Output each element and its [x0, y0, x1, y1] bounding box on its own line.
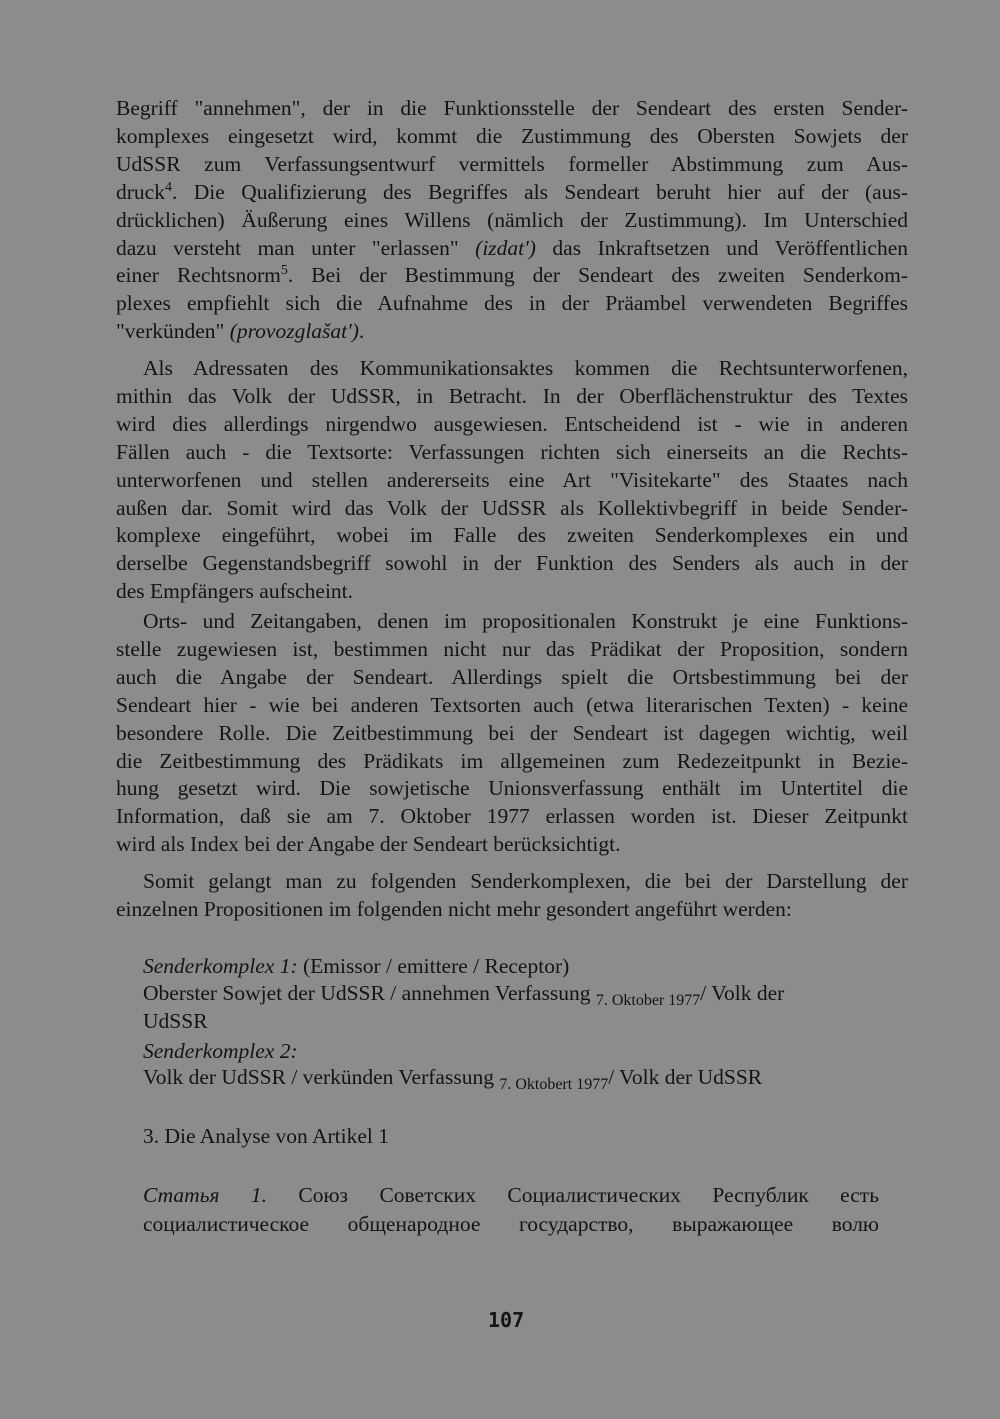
text-line: [143, 1181, 879, 1210]
text-fragment: . Bei der Bestimmung der Sendeart des zweiten Senderkom-: [287, 263, 908, 288]
text-line: des Empfängers aufscheint.: [116, 579, 354, 604]
footnote-marker: 5: [280, 263, 288, 279]
formula-text: Volk der UdSSR / verkünden Verfassung: [143, 1065, 500, 1089]
date-index: 7. Oktobert 1977: [499, 1076, 609, 1093]
text-line: hung gesetzt wird. Die sowjetische Unionsverfassung enthält im Untertitel die: [116, 776, 908, 801]
senderkomplex-1-formula-cont: UdSSR: [143, 1009, 208, 1033]
text-line: [116, 235, 908, 263]
text-line: Begriff "annehmen", der in die Funktionsstelle der Sendeart des ersten Sender-: [116, 96, 908, 120]
section-heading: 3. Die Analyse von Artikel 1: [143, 1124, 390, 1148]
article-text: [143, 1181, 879, 1239]
text-fragment: Союз Советских Социалистических Республик есть: [267, 1183, 879, 1207]
text-line: [116, 318, 908, 346]
text-line: [116, 179, 908, 207]
senderkomplex-2-heading: [143, 1038, 913, 1065]
formula-text: Oberster Sowjet der UdSSR / annehmen Verfassung: [143, 981, 596, 1005]
text-line: drücklichen) Äußerung eines Willens (nämlich der Zustimmung). Im Unterschied: [116, 207, 908, 232]
text-fragment: einer Rechtsnorm: [116, 263, 281, 288]
senderkomplex-roles: (Emissor / emittere / Receptor): [303, 954, 570, 978]
text-line: Sendeart hier - wie bei anderen Textsorten auch (etwa literarischen Texten) - keine: [116, 692, 908, 717]
paragraph-3: [116, 608, 908, 859]
transliteration: (provozglašat'): [229, 319, 359, 344]
text-line: [116, 262, 908, 290]
text-fragment: "verkünden": [116, 319, 230, 344]
text-line: außen dar. Somit wird das Volk der UdSSR als Kollektivbegriff in beide Sender-: [116, 495, 908, 520]
text-line: wird dies allerdings nirgendwo ausgewiesen. Entscheidend ist - wie in anderen: [116, 411, 908, 436]
date-index: 7. Oktober 1977: [595, 992, 701, 1009]
text-fragment: .: [358, 319, 365, 344]
formula-text: / Volk der UdSSR: [608, 1065, 763, 1089]
text-line: Als Adressaten des Kommunikationsaktes kommen die Rechtsunterworfenen,: [143, 356, 908, 380]
senderkomplex-1-heading: [143, 953, 913, 980]
text-line: unterworfenen und stellen andererseits eine Art "Visitekarte" des Staates nach: [116, 467, 908, 492]
text-line: komplexes eingesetzt wird, kommt die Zustimmung des Obersten Sowjets der: [116, 123, 908, 148]
text-line: stelle zugewiesen ist, bestimmen nicht nur das Prädikat der Proposition, sondern: [116, 636, 908, 661]
text-line: mithin das Volk der UdSSR, in Betracht. In der Oberflächenstruktur des Textes: [116, 383, 908, 408]
text-line: Orts- und Zeitangaben, denen im propositionalen Konstrukt je eine Funktions-: [143, 609, 908, 633]
senderkomplex-label: Senderkomplex 2:: [143, 1039, 298, 1063]
paragraph-2: [116, 355, 908, 606]
transliteration: (izdat'): [475, 235, 536, 260]
text-line: wird als Index bei der Angabe der Sendeart berücksichtigt.: [116, 832, 621, 857]
text-line: Fällen auch - die Textsorte: Verfassungen richten sich einerseits an die Rechts-: [116, 439, 908, 464]
text-line: auch die Angabe der Sendeart. Allerdings spielt die Ortsbestimmung bei der: [116, 664, 908, 689]
text-line: die Zeitbestimmung des Prädikats im allgemeinen zum Redezeitpunkt in Bezie-: [116, 748, 908, 773]
text-line: einzelnen Propositionen im folgenden nicht mehr gesondert angeführt werden:: [116, 896, 792, 921]
text-line: besondere Rolle. Die Zeitbestimmung bei der Sendeart ist dagegen wichtig, weil: [116, 720, 908, 745]
text-line: derselbe Gegenstandsbegriff sowohl in der Funktion des Senders als auch in der: [116, 551, 908, 576]
formula-text: / Volk der: [700, 981, 785, 1005]
text-line: социалистическое общенародное государство, выражающее волю: [143, 1212, 879, 1236]
paragraph-1: [116, 95, 908, 346]
paragraph-4: [116, 868, 908, 924]
text-line: plexes empfiehlt sich die Aufnahme des in der Präambel verwendeten Begriffes: [116, 291, 908, 316]
text-line: Somit gelangt man zu folgenden Senderkomplexen, die bei der Darstellung der: [143, 869, 908, 893]
text-fragment: druck: [116, 179, 165, 204]
text-line: komplexe eingeführt, wobei im Falle des zweiten Senderkomplexes ein und: [116, 523, 908, 548]
text-fragment: das Inkraftsetzen und Veröffentlichen: [535, 235, 908, 260]
text-line: Information, daß sie am 7. Oktober 1977 erlassen worden ist. Dieser Zeitpunkt: [116, 804, 908, 829]
text-line: UdSSR zum Verfassungsentwurf vermittels formeller Abstimmung zum Aus-: [116, 151, 908, 176]
text-fragment: . Die Qualifizierung des Begriffes als Sendeart beruht hier auf der (aus-: [171, 179, 908, 204]
article-label: Статья 1.: [143, 1183, 268, 1207]
footnote-marker: 4: [164, 179, 172, 195]
senderkomplex-label: Senderkomplex 1:: [143, 954, 298, 978]
senderkomplex-2-formula: [143, 1064, 913, 1098]
page-number: 107: [488, 1308, 525, 1332]
text-fragment: dazu versteht man unter "erlassen": [116, 235, 476, 260]
